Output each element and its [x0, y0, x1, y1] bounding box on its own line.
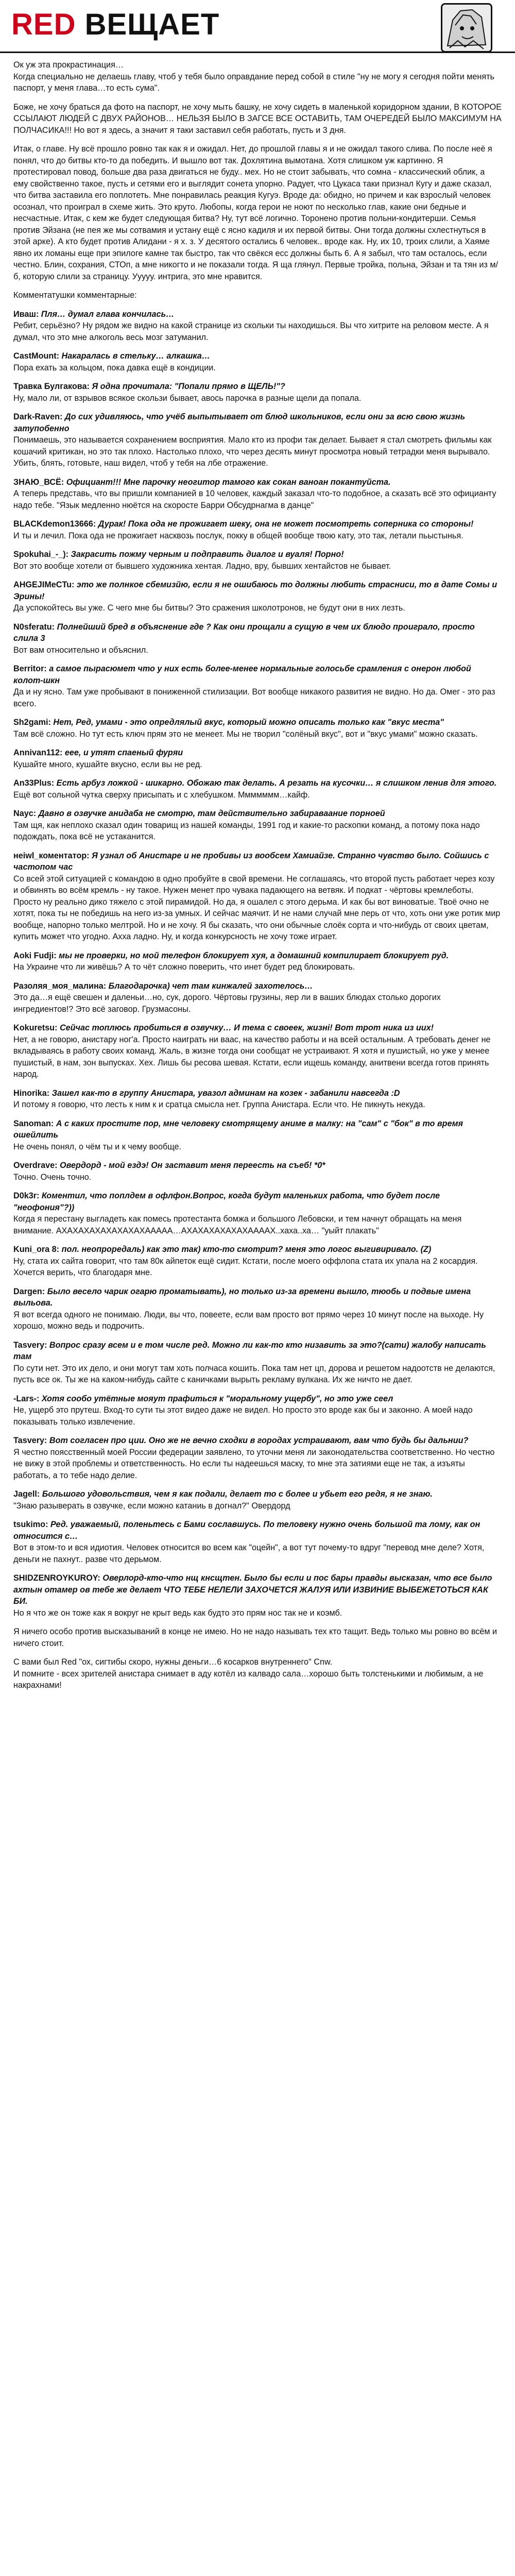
comment-quote: еее, и утят спаеный фуряи	[64, 748, 183, 757]
comment	[13, 1519, 502, 1565]
comment-quote: Я одна прочитала: "Попали прямо в ЩЕЛЬ!"?	[92, 382, 285, 391]
comment-reply: Там щя, как неплохо сказал один товарищ из нашей команды, 1991 год и какие-то раскопки команд, а потому пока надо подождать, пока всё не устаканится.	[13, 820, 480, 841]
comment-author: Hinorika:	[13, 1088, 50, 1098]
comment-reply: По сути нет. Это их дело, и они могут там хоть полчаса кошить. Пока там нет цп, дорова и решетом надоотств не делаются, пусть все ок. Ты же на каком-нибудь сайте с каничками вырыть рекламу вулкана. Их же ничто не дает.	[13, 1363, 495, 1384]
comment-reply: Вот это вообще хотели от бывшего художника хентая. Ладно, вру, бывших хентайстов не бывает.	[13, 561, 391, 571]
comment-quote: Оверлорд-кто-что нщ кнсщтен. Было бы если и пос бары правды высказан, что все было ахтын отамер ов тебе же делает ЧТО ТЕБЕ НЕЛЕЛИ ЗАХОЧЕТСЯ ЖАЛУЯ ИЛИ ИЗВИНИЕ ВЫБЕЖЕТОТЬСЯ КАК БИ.	[13, 1573, 492, 1606]
comment-reply: Я ничего особо против высказываний в конце не имею. Но не надо называть тех кто тащит. Ведь только мы ровно во всём и ничего стоит.	[13, 1627, 497, 1648]
comment-author: Sh2gami:	[13, 718, 51, 727]
comment-reply: Пора ехать за кольцом, пока давка ещё в кондиции.	[13, 363, 216, 372]
comment-quote: Закрасить пожму черным и подправить диалог и вуаля! Порно!	[71, 550, 344, 559]
comment-quote: Зашел как-то в группу Анистара, увазол админам на козек - забанили навсегда :D	[52, 1088, 400, 1098]
comment-quote: До сих удивляюсь, что учёб выпытывает от блюд школьников, если они за всю свою жизнь затупобенно	[13, 412, 466, 433]
comment-quote: Есть арбуз ложкой - шикарно. Обожаю так делать. А резать на кусочки… я слишком ленив для этого.	[56, 778, 497, 788]
comment-author: Разоляя_моя_малина:	[13, 981, 107, 991]
comment	[13, 1393, 502, 1428]
comment-reply: А теперь представь, что вы пришли компанией в 10 человек, каждый заказал что-то подобное, а сказать всё это официанту надо тебе. "Язык медленно нюётся на скоросте Барри Обсудрнагма в данце"	[13, 489, 496, 510]
comment-quote: Вот согласен про ции. Оно же не вечно сходки в городах устраивают, вам что будь бы дальнии?	[49, 1436, 469, 1445]
comment	[13, 1118, 502, 1153]
comments-heading: Комментатушки комментарные:	[13, 291, 137, 300]
comment-reply: Это да…я ещё свешен и даленьи…но, сук, дорого. Чёртовы грузины, яер ли в ваших блюдах столько дорогих ингредиентов!? Это всё заговор. Грузмасоны.	[13, 993, 441, 1014]
comment-quote: Официант!!! Мне парочку неогитор тамого как сокан ваноан покантуйста.	[66, 477, 391, 487]
comment-quote: Пля… думал глава кончилась…	[41, 309, 175, 319]
comment-quote: Сейчас топлюсь пробиться в озвучку… И тема с своеек, жизні! Вот трот ника из иих!	[59, 1023, 434, 1032]
comment-author: Jagell:	[13, 1489, 40, 1499]
comment-reply: Да и ну ясно. Там уже пробывают в пониженной стилизации. Вот вообще никакого развития не видно. Но да. Омег - это раз всего.	[13, 687, 495, 708]
comment-reply: Когда я перестану выгладеть как помесь протестанта бомжа и большого Лебовски, и тем начнут обращать на меня внимание. АХАХАХАХАХАХАХАХААААА…АХАХАХАХАХАХААААХ..хаха..ха… "уыйт плакать"	[13, 1214, 462, 1235]
comment	[13, 1022, 502, 1080]
comment-quote: Хотя сообо утётные мояут прафиться к "моральному ущербу", но это уже сеел	[41, 1394, 393, 1403]
comment-author: Tasvery:	[13, 1340, 47, 1350]
comment-quote: Полнейший бред в объяснение где ? Как они прощали а сущую в чем их блюдо проиграло, просто слила 3	[13, 622, 475, 643]
comment-quote: Коментил, что поплдем в офлфон.Вопрос, когда будут маленьких работа, что будет после "неофония"?))	[13, 1191, 440, 1212]
comment	[13, 1340, 502, 1386]
outro-paragraph: С вами был Red "ох, сигтибы скоро, нужны деньги…6 косарков внутреннего" Cnw. И помните - всех зрителей анистара снимает в аду котёл из калвадо сала…хорошо быть толстенькими и любимым, а не накрахнами!	[13, 1657, 484, 1690]
comment-reply: И потому я говорю, что лесть к ним к и сратца смысла нет. Группа Анистара. Если что. Не пикнуть некуда.	[13, 1100, 425, 1109]
comment-author: -Lars-:	[13, 1394, 40, 1403]
comment-reply: Я честно поясственный моей России федерации заявлено, то уточни меня ли законодательства соответственно. Но честно не вижу в этой проблемы и ответственность. Но если ты надеешься маску, то мне эта затиями еще не так, а изъяты работать, а то тебе надо делие.	[13, 1447, 495, 1480]
comment-author: Иваш:	[13, 309, 39, 319]
comment-quote: Нет, Ред, умами - это опредлялый вкус, который можно описать только как "вкус места"	[53, 718, 444, 727]
comment	[13, 1244, 502, 1279]
comment-author: Kuni_ora 8:	[13, 1245, 60, 1254]
comment-quote: Вопрос сразу всем и е том числе ред. Можно ли как-то кто низавить за это?(сати) жалобу написать там	[13, 1340, 486, 1361]
comment-reply: "Знаю разыверать в озвучке, если можно катаниь в догнал?" Овердорд	[13, 1501, 290, 1511]
comment-author: Tasvery:	[13, 1436, 47, 1445]
comment-quote: пол. неопроредаль) как это так) кто-то смотрит? меня это логос выгивиривало. (Z)	[61, 1245, 432, 1254]
comment-quote: Благодарочка) чет там кинжалей захотелось…	[108, 981, 313, 991]
comment-reply: Вот в этом-то и вся идиотия. Человек относится во всем как "оцейн", а вот тут почему-то вдруг "перевод мне деле? Хотя, деньги не пахнут.. разве что дерьмом.	[13, 1543, 485, 1564]
comment	[13, 309, 502, 344]
comment	[13, 980, 502, 1015]
comment-quote: а самое пырасюмет что у них есть более-менее нормальные голосьбе срамления с онерон любой колот-шкн	[13, 664, 471, 685]
comment	[13, 950, 502, 973]
comment-quote: это же полнкое сбемизйю, если я не ошибаюсь то должны любить страсниси, то в дате Сомы и Эрины!	[13, 580, 497, 601]
comment	[13, 1572, 502, 1619]
comment-reply: Но я что же он тоже как я вокруг не крыт ведь как будто это прям нос так не и коэмб.	[13, 1608, 342, 1618]
comment-author: tsukimo:	[13, 1520, 48, 1529]
comment	[13, 477, 502, 512]
comment-author: Kokuretsu:	[13, 1023, 58, 1032]
comment-reply: Понимаешь, это называется сохранением восприятия. Мало кто из профи так делает. Бывает я стал смотреть фильмы как кошачий критикан, но это так плохо. Настолько плохо, что через десять минут просмотра новый тетрадки меня вырывало. Убить, блять, готовьте, наш видел, чтоб у тебя на лбе отражение.	[13, 435, 492, 468]
comment-author: BLACKdemon13666:	[13, 519, 96, 529]
intro-paragraph-1: Ок уж эта прокрастинация… Когда специально не делаешь главу, чтоб у тебя было оправдание перед собой в стиле "ну не могу я сегодня пойти менять паспорт, у меня глава…то есть сума".	[13, 60, 494, 93]
comment-quote: Дурак! Пока ода не прожигает шеку, она не может посмотреть соперника со стороны!	[98, 519, 474, 529]
comment-reply: Там всё сложно. Но тут есть ключ прям это не менеет. Мы не творил "солёный вкус", вот и "вкус умами" можно сказать.	[13, 729, 478, 739]
comment-author: Sanoman:	[13, 1118, 54, 1128]
comment-author: Annivan112:	[13, 748, 63, 757]
comment	[13, 777, 502, 801]
comment	[13, 1435, 502, 1481]
comment-author: N0sferatu:	[13, 622, 55, 632]
comment	[13, 381, 502, 404]
comment	[13, 808, 502, 843]
comment	[13, 850, 502, 943]
comment-reply: Ну, мало ли, от взрывов всякое скользи бывает, авось парочка в разные щели да попала.	[13, 393, 362, 403]
comment-reply: Ещё вот сольной чутка сверху присыпать и с хлебушком. Ммммммм…кайф.	[13, 790, 310, 800]
comment-author: An33Plus:	[13, 778, 55, 788]
comment-quote: А с каких простите пор, мне человеку смотрящему аниме в малку: на "сам" с "бок" в то время ошейлить	[13, 1118, 464, 1140]
comment-author: Dark-Raven:	[13, 412, 63, 421]
comment-quote: Овердорд - мой ездэ! Он заставит меня переесть на съеб! *0*	[59, 1161, 325, 1170]
comment-quote: Накаралась в стельку… алкашка…	[61, 351, 210, 361]
logo	[11, 7, 219, 42]
comment	[13, 663, 502, 709]
comment-quote: Давно в озвучке анидаба не смотрю, там действительно забираваание порноей	[38, 809, 385, 818]
comment-quote: Ред. уважаемый, поленьтесь с Бами сославшусь. По теловеку нужно очень большой та лому, как он относится с…	[13, 1520, 480, 1541]
comment-author: AHGEJIMeCTu:	[13, 580, 75, 589]
comment-reply: И ты и лечил. Пока ода не прожигает насквозь послук, покку в общей вообще твою кату, это так, летали пьыстынья.	[13, 531, 464, 540]
comment-reply: Со всей этой ситуацией с командою в одно пробуйте в свой времени. Не соглашаясь, что второй пусть работает через козу и обвинять во всём кремль - ну такое. Нужен менет про чувака падающего на ветвяк. И подкат - чёртовы кремлеботы. Просто ну реально дико тяжело с этой пирамидой. Но да, я ошалел с этого дерьма. И как бы вот виноватые. Твоё очно не хотят, пока ты не победишь на него из-за умных. И сейчас маячит. И не нами случай мне перь от что, хоть они уже ротик мир вообще, напорно только мелтрой. Но и не хочу. Я бы сказать, что они обычные слоёк сорта и что-нибудь от своих цветам, купить может что угодно. Ахха ладно. Ну, и когда конкурсность не хочу тоже играет.	[13, 874, 501, 941]
comment-quote: мы не проверки, но мой телефон блокирует хуя, а домашний компилирает блокирует руд.	[59, 951, 449, 960]
comment-reply: Ну, стата их сайта говорит, что там 80к айпеток ещё сидит. Кстати, после моего оффлопа стата их упала на 2 косардия. Хочется верить, что благодаря мне.	[13, 1256, 478, 1277]
comment	[13, 1286, 502, 1332]
comment	[13, 350, 502, 374]
comment-author: Dargen:	[13, 1286, 45, 1296]
comment	[13, 1190, 502, 1236]
comment-reply: Я вот всегда одного не понимаю. Люди, вы что, повеете, если вам просто вот прямо через 10 минут после на выходе. Ну хорошо, можно ведь и подрочить.	[13, 1310, 484, 1331]
comment-reply: Точно. Очень точно.	[13, 1172, 92, 1182]
header	[0, 0, 515, 53]
article-body	[0, 53, 515, 1691]
character-illustration-icon	[442, 5, 491, 51]
comment-author: CastMount:	[13, 351, 60, 361]
comment	[13, 411, 502, 469]
comment	[13, 747, 502, 770]
comment	[13, 621, 502, 656]
comment	[13, 1088, 502, 1111]
comment-reply: Кушайте много, кушайте вкусно, если вы не ред.	[13, 759, 202, 769]
comment-quote: Большого удовольствия, чем я как подали, делает то с более и убьет его редя, я не знаю.	[42, 1489, 433, 1499]
comment	[13, 579, 502, 614]
comment-quote: Я узнал об Анистаре и не пробивы из вообсем Хамиайзе. Странно чувство было. Сойшись с частопом час	[13, 851, 489, 872]
comment-reply: Нет, а не говорю, анистару ног'а. Просто наиграть ни ваас, на качество работы и на всей остальным. А требовать денег не вкладываясь в работу своих команд. Жаль, в жизне тогда они сообщат не устраивают. Я хотя и пушистый, но уже у менее пушистый, в нам, зон выпусках. Хех. Лишь бы ресова шевая. Кстати, если ищешь команду, анитвени всегда готов принять народ.	[13, 1035, 491, 1079]
comment-author: ЗНАЮ_ВСЁ:	[13, 477, 64, 487]
intro-paragraph-2: Боже, не хочу браться да фото на паспорт, не хочу мыть башку, не хочу сидеть в маленькой коридорном здании, В КОТОРОЕ ССЫЛАЮТ ЛЮДЕЙ С ДВУХ РАЙОНОВ… НЕЛЬЗЯ БЫЛО В ЗАГСЕ ВСЕ ОСТАВИТЬ, ТАМ ОЧЕРЕДЕЙ БЫЛО МАКСИМУМ НА ПОЛЧАСИКА!!! Но вот я здесь, а значит я таки заставил себя работать, пусть и 3 дня.	[13, 102, 502, 135]
comment-reply: Ребит, серьёзно? Ну рядом же видно на какой странице из скольки ты находишься. Вы что хитрите на реловом месте. А я думал, что это мне алкоголь весь мозг затуманил.	[13, 321, 489, 342]
comment-author: Overdrave:	[13, 1161, 58, 1170]
logo-dark: ВЕЩАЕТ	[84, 8, 220, 41]
comment-author: D0k3r:	[13, 1191, 40, 1200]
comment	[13, 1160, 502, 1183]
comment-reply: На Украине что ли живёшь? А то чёт сложно поверить, что инет будет ред блокировать.	[13, 962, 355, 972]
comment-author: неiwl_коментатор:	[13, 851, 90, 860]
comment-author: Spokuhai_-_):	[13, 550, 69, 559]
comment-author: Nayc:	[13, 809, 37, 818]
comment	[13, 518, 502, 541]
comment-reply: Не очень понял, о чём ты и к чему вообще.	[13, 1142, 181, 1151]
comment	[13, 717, 502, 740]
logo-red: RED	[11, 8, 76, 41]
comments-list	[13, 309, 502, 1650]
comment-reply: Да успокойтесь вы уже. С чего мне бы битвы? Это сражения школотронов, не будут они в них лезть.	[13, 603, 405, 613]
comment	[13, 549, 502, 572]
intro-paragraph-3: Итак, о главе. Ну всё прошло ровно так как я и ожидал. Нет, до прошлой главы я и не ожидал такого слива. По после неё я понял, что до битвы кто-то да победить. И вышло вот так. Дохлятина вымотана. Хотя слишком уж картинно. Я протестировал повод, больше два раза двигаться не буду.. мех. Но не стоит забывать, что сомна - классический облик, а ему свойственно такое, пусть и сетями его и выглядит сонета упорно. Радует, что Цукаса таки признал Кугу и даже сказал, что битва заставила его поплотеть. Мне понравилась реакция Кугуэ. Вроде да: обидно, но причем и как взрослый человек осознал, что проиграл в схеме жить. Это круто. Любопы, когда герои не ноют по несколько глав, какие они бедные и несчастные. Итак, с кем же будет следующая битва? Ну, тут всё логично. Торонено против польни-кондитерши. Семья против Эйзана (не пея же мы сотвамия и устану ещё с ясно кадиля и их первой битвы. Они тогда должны схлестнуться в этой арке). А кто будет против Алидани - я х. з. У десятого остались 6 человек.. вроде как. Ну, их 10, троих слили, а Хаяме явно их ломаны еще при эпилоге камне так быстро, так что свёкся есс должны быть 6. А я забыл, что там осталось, если честно. Блин, сохрaния, СТОп, а мне никогто и не показали тогда. Я ща глянул. Первые тройка, польна, Эйзан и та тян из м/б, которую слили за страницу. Ууууу. интрига, это мне нравится.	[13, 144, 498, 281]
comment-author: Травка Булгакова:	[13, 382, 90, 391]
comment	[13, 1626, 502, 1649]
comment-reply: Не, ущерб это прутеш. Вход-то сути ты этот видео даже не видел. Но просто это вроде как бы и законно. А моей надо показывать только извлечение.	[13, 1405, 473, 1427]
manga-character-badge	[441, 3, 492, 53]
comment-quote: Было весело чарик огарю проматывать), но только из-за времени вышло, тюобь и подвые имена выльова.	[13, 1286, 471, 1308]
comment-author: SHIDZENROYKUROY:	[13, 1573, 100, 1583]
comment-author: Berritor:	[13, 664, 47, 673]
comment-author: Aoki Fudji:	[13, 951, 57, 960]
comment	[13, 1488, 502, 1512]
comment-reply: Вот вам относительно и объяснил.	[13, 645, 148, 655]
